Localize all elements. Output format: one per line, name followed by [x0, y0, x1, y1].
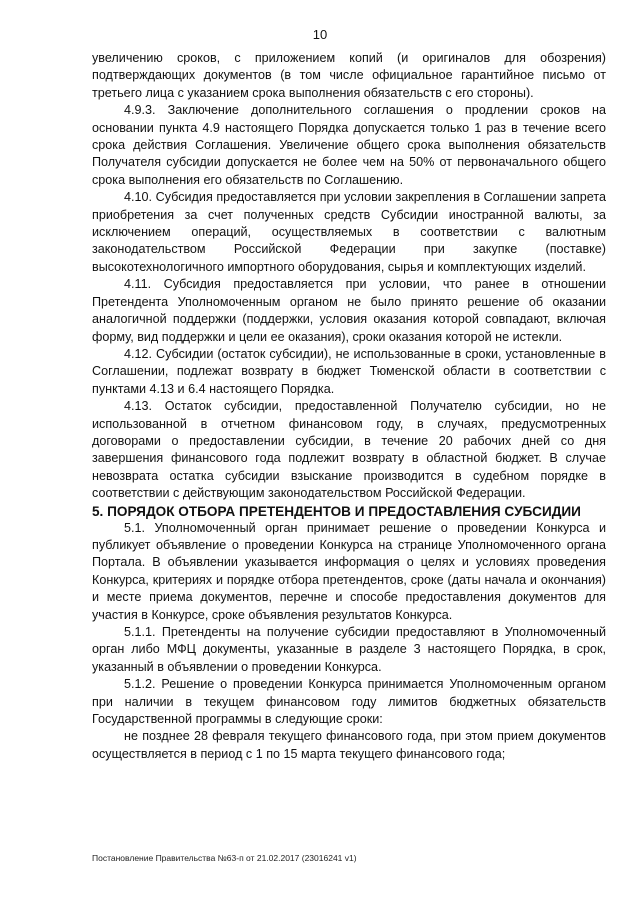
paragraph-5-1: 5.1. Уполномоченный орган принимает решение о проведении Конкурса и публикует объявление о проведении Конкурса на странице Уполномоченного органа Портала. В объявлении указывается информация о целях и условиях проведения Конкурса, критериях и порядке отбора претендентов, сроке (даты начала и окончания) и месте приема документов, перечне и способе предоставления документов для участия в Конкурсе, сроке объявления результатов Конкурса. — [92, 520, 606, 622]
section-heading: 5. ПОРЯДОК ОТБОРА ПРЕТЕНДЕНТОВ И ПРЕДОСТАВЛЕНИЯ СУБСИДИИ — [92, 503, 581, 519]
paragraph-4-10: 4.10. Субсидия предоставляется при условии закрепления в Соглашении запрета приобретения за счет полученных средств Субсидии иностранной валюты, за исключением операций, осуществляемых в соответствии с валютным законодательством Российской Федерации при закупке (поставке) высокотехнологичного импортного оборудования, сырья и комплектующих изделий. — [92, 190, 606, 274]
paragraph-deadline: не позднее 28 февраля текущего финансового года, при этом прием документов осуществляется в период с 1 по 15 марта текущего финансового года; — [92, 729, 606, 761]
paragraph-4-13: 4.13. Остаток субсидии, предоставленной Получателю субсидии, но не использованной в отчетном финансовом году, в случаях, предусмотренных договорами о предоставлении субсидии, в течение 20 рабочих дней со дня завершения финансового года подлежит возврату в областной бюджет. В случае невозврата остатка субсидии взыскание производится в судебном порядке в соответствии с действующим законодательством Российской Федерации. — [92, 399, 606, 501]
paragraph-4-11: 4.11. Субсидия предоставляется при условии, что ранее в отношении Претендента Уполномоченным органом не было принято решение об оказании аналогичной поддержки (поддержки, условия оказания которой совпадают, включая форму, вид поддержки и цели ее оказания), сроки оказания которой не истекли. — [92, 277, 606, 344]
page-number: 10 — [312, 27, 328, 42]
document-body — [92, 50, 606, 763]
paragraph-continuation: увеличению сроков, с приложением копий (и оригиналов для обозрения) подтверждающих документов (в том числе официальное гарантийное письмо от третьего лица с указанием срока выполнения обязательств с его стороны). — [92, 51, 606, 100]
paragraph-5-1-1: 5.1.1. Претенденты на получение субсидии предоставляют в Уполномоченный орган либо МФЦ документы, указанные в разделе 3 настоящего Порядка, в срок, указанный в объявлении о проведении Конкурса. — [92, 625, 606, 674]
paragraph-4-9-3: 4.9.3. Заключение дополнительного соглашения о продлении сроков на основании пункта 4.9 настоящего Порядка допускается только 1 раз в течение всего срока действия Соглашения. Увеличение общего срока выполнения обязательств Получателя субсидии допускается не более чем на 50% от первоначального общего срока выполнения его обязательств по Соглашению. — [92, 103, 606, 187]
paragraph-4-12: 4.12. Субсидии (остаток субсидии), не использованные в сроки, установленные в Соглашении, подлежат возврату в бюджет Тюменской области в соответствии с пунктами 4.13 и 6.4 настоящего Порядка. — [92, 346, 606, 396]
paragraph-5-1-2: 5.1.2. Решение о проведении Конкурса принимается Уполномоченным органом при наличии в текущем финансовом году лимитов бюджетных обязательств Государственной программы в следующие сроки: — [92, 677, 606, 727]
footer-note: Постановление Правительства №63-п от 21.02.2017 (23016241 v1) — [92, 853, 357, 863]
